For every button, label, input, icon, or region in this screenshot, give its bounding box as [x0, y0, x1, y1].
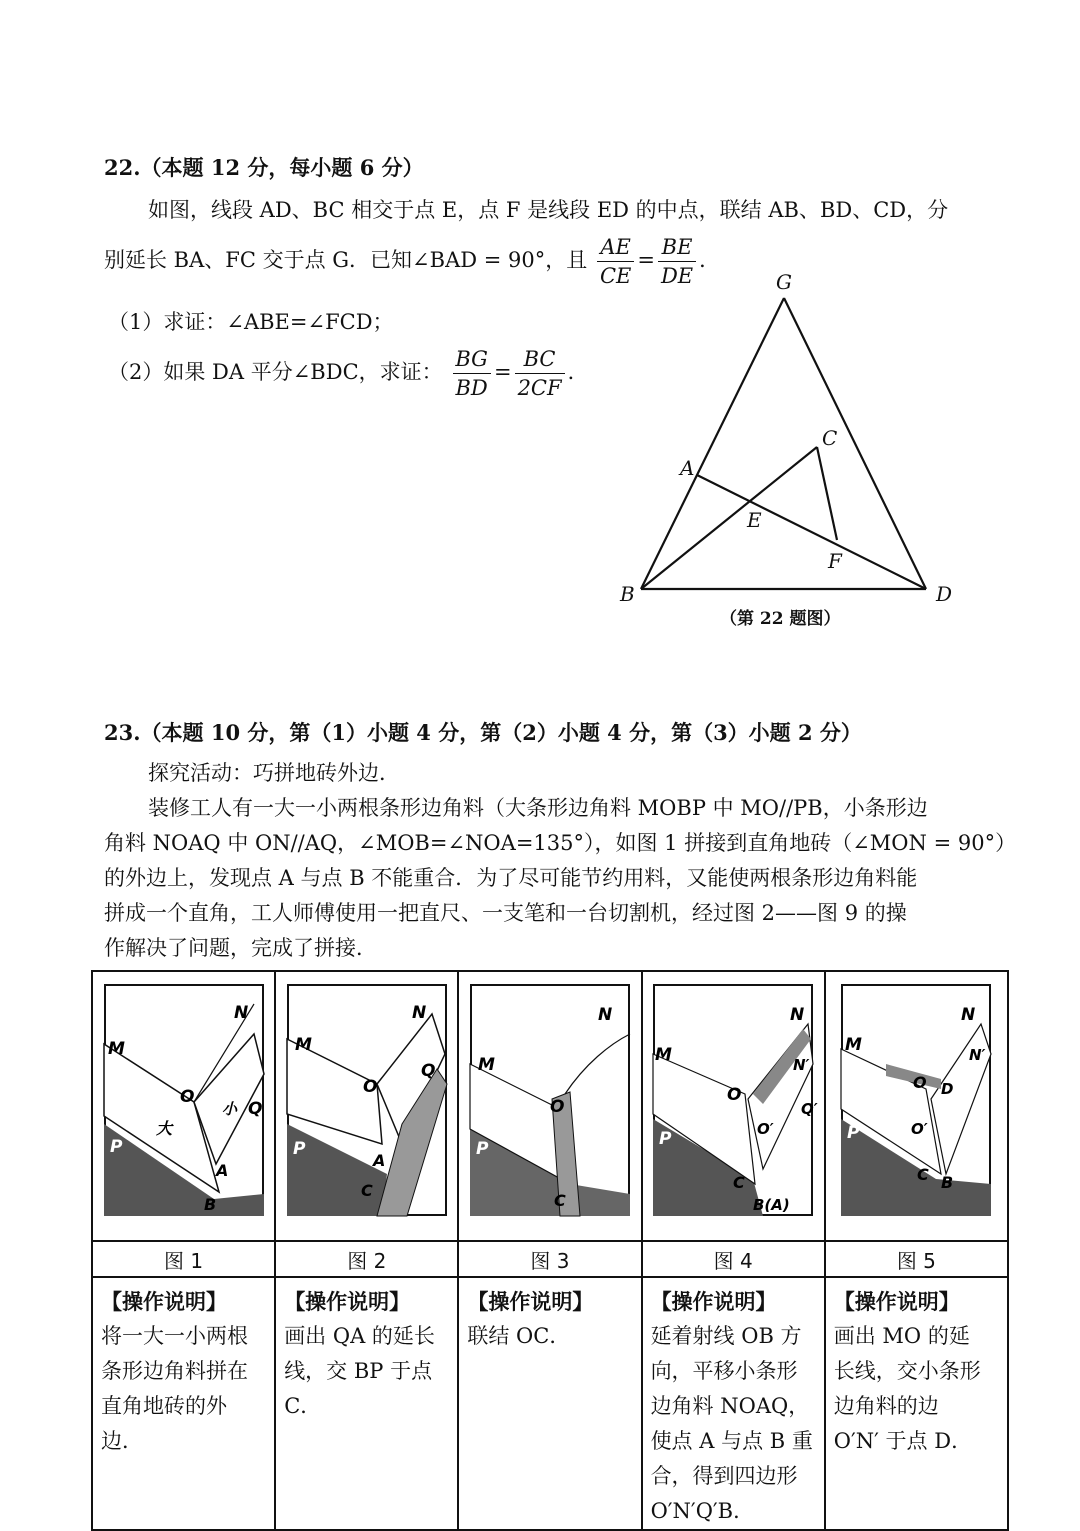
q23-para-line4: 拼成一个直角，工人师傅使用一把直尺、一支笔和一台切割机，经过图 2——图 9 的操: [104, 901, 907, 925]
fig3-mark-m: M: [477, 1055, 495, 1075]
point-label-a: A: [680, 456, 695, 480]
fig5-mark-n: N: [961, 1005, 976, 1025]
instruction-line: 联结 OC．: [467, 1324, 571, 1348]
instruction-line: O′N′ 于点 D．: [833, 1429, 973, 1453]
fig2-mark-q: Q: [420, 1061, 436, 1081]
fig3-mark-o: O: [549, 1097, 565, 1117]
instruction-heading: 【操作说明】: [284, 1289, 411, 1314]
fig4-mark-n-prime: N′: [793, 1056, 810, 1074]
point-label-f: F: [828, 549, 842, 573]
point-label-d: D: [936, 582, 953, 606]
figure-2-photo: [287, 984, 447, 1216]
figure-4-instructions: [642, 1277, 825, 1530]
q22-header: 22.（本题 12 分，每小题 6 分）: [104, 155, 424, 180]
line-gd: [784, 298, 926, 589]
figure-1-cell: [92, 971, 275, 1241]
instruction-heading: 【操作说明】: [467, 1289, 594, 1314]
figure-1-label: 图 1: [92, 1241, 275, 1277]
fig2-mark-n: N: [411, 1003, 427, 1023]
instruction-line: 使点 A 与点 B 重: [650, 1429, 813, 1453]
fig3-mark-n: N: [597, 1005, 613, 1025]
figure-1-instructions: [92, 1277, 275, 1530]
fig2-mark-m: M: [294, 1035, 312, 1055]
point-label-e: E: [747, 508, 762, 532]
fig4-mark-q-prime: Q′: [801, 1100, 818, 1118]
fig4-mark-o: O: [727, 1085, 742, 1105]
point-label-b: B: [620, 582, 635, 606]
q22-part1: （1）求证：∠ABE=∠FCD；: [108, 310, 394, 334]
figure-2-label: 图 2: [275, 1241, 458, 1277]
instruction-line: O′N′Q′B．: [650, 1499, 755, 1523]
figure-3-cell: [458, 971, 641, 1241]
fig5-mark-d: D: [941, 1080, 954, 1098]
fig1-mark-p: P: [109, 1137, 123, 1157]
figure-2-cell: [275, 971, 458, 1241]
fig5-mark-p: P: [847, 1123, 860, 1143]
fig4-mark-m: M: [655, 1045, 673, 1065]
figure-5-instructions: [825, 1277, 1008, 1530]
fig2-mark-o: O: [362, 1077, 378, 1097]
fig4-mark-p: P: [659, 1129, 672, 1149]
instruction-line: C．: [284, 1394, 322, 1418]
instruction-line: 线，交 BP 于点: [284, 1359, 433, 1383]
fraction-be-de: $\frac{BE}{DE}$: [658, 233, 696, 290]
figure-5-photo: [841, 984, 991, 1216]
q23-para-line1: 装修工人有一大一小两根条形边角料（大条形边角料 MOBP 中 MO//PB，小条形边: [148, 796, 928, 820]
figure-4-cell: [642, 971, 825, 1241]
instruction-line: 向，平移小条形: [650, 1359, 798, 1383]
q23-header: 23.（本题 10 分，第（1）小题 4 分，第（2）小题 4 分，第（3）小题 2 分）: [104, 720, 862, 745]
fig4-mark-n: N: [790, 1005, 805, 1025]
fig1-mark-n: N: [233, 1003, 248, 1023]
fig4-mark-c: C: [733, 1173, 745, 1192]
q23-para-line3: 的外边上，发现点 A 与点 B 不能重合．为了尽可能节约用料，又能使两根条形边角料能: [104, 866, 918, 890]
fig3-mark-c: C: [553, 1191, 566, 1210]
figure-4-photo: [653, 984, 818, 1216]
fig1-mark-a: A: [215, 1161, 228, 1180]
instruction-line: 画出 MO 的延: [833, 1324, 970, 1348]
q22-line2: 别延长 BA、FC 交于点 G．已知∠BAD = 90°，且 $\frac{AE}{CE}$ = $\frac{BE}{DE}$ ．: [104, 235, 721, 288]
instruction-line: 合，得到四边形: [650, 1464, 798, 1488]
instruction-line: 画出 QA 的延长: [284, 1324, 435, 1348]
line-cf: [817, 447, 837, 540]
fig4-mark-o-prime: O′: [757, 1120, 774, 1138]
point-label-g: G: [776, 270, 792, 294]
q22-part2: （2）如果 DA 平分∠BDC，求证： $\frac{BG}{BD}$ = $\frac{BC}{2CF}$ ．: [108, 347, 589, 400]
fig5-mark-b: B: [941, 1173, 954, 1192]
fig1-mark-o: O: [179, 1087, 195, 1107]
fig3-mark-p: P: [475, 1139, 489, 1159]
fig2-mark-c: C: [360, 1181, 373, 1200]
q23-activity: 探究活动：巧拼地砖外边．: [148, 761, 400, 785]
instruction-heading: 【操作说明】: [833, 1289, 960, 1314]
fig5-mark-o-prime: O′: [911, 1120, 929, 1138]
figure-1-photo: [104, 984, 264, 1216]
figure-5-cell: [825, 971, 1008, 1241]
fig1-mark-big: 大: [155, 1119, 172, 1138]
figure-2-instructions: [275, 1277, 458, 1530]
instruction-line: 边．: [101, 1429, 143, 1453]
figure-3-instructions: [458, 1277, 641, 1530]
instruction-heading: 【操作说明】: [101, 1289, 227, 1314]
line-bc: [641, 447, 817, 589]
instruction-line: 长线，交小条形: [833, 1359, 981, 1383]
q22-geometry-figure: [600, 265, 980, 635]
fig2-mark-p: P: [292, 1139, 306, 1159]
figure-3-photo: [470, 984, 630, 1216]
q23-para-line5: 作解决了问题，完成了拼接．: [104, 936, 377, 960]
instruction-heading: 【操作说明】: [650, 1289, 777, 1314]
fig5-mark-o: O: [913, 1073, 927, 1092]
instruction-line: 直角地砖的外: [101, 1394, 227, 1418]
point-label-c: C: [822, 426, 838, 450]
instruction-line: 将一大一小两根: [101, 1324, 248, 1348]
figure-5-label: 图 5: [825, 1241, 1008, 1277]
q22-line1: 如图，线段 AD、BC 相交于点 E，点 F 是线段 ED 的中点，联结 AB、BD、CD，分: [148, 198, 949, 222]
instruction-line: 条形边角料拼在: [101, 1359, 248, 1383]
fraction-ae-ce: $\frac{AE}{CE}$: [597, 233, 634, 290]
figure-3-label: 图 3: [458, 1241, 641, 1277]
q23-para-line2: 角料 NOAQ 中 ON//AQ，∠MOB=∠NOA=135°），如图 1 拼接到直角地砖（∠MON = 90°）: [104, 831, 1017, 855]
fig5-mark-c: C: [917, 1165, 930, 1184]
instruction-line: 延着射线 OB 方: [650, 1324, 802, 1348]
instruction-line: 边角料的边: [833, 1394, 939, 1418]
fraction-bc-2cf: $\frac{BC}{2CF}$: [515, 345, 565, 402]
line-gb: [641, 298, 784, 589]
q22-figure-caption: （第 22 题图）: [720, 609, 841, 629]
fig5-mark-m: M: [845, 1035, 863, 1055]
fig4-mark-b-a: B(A): [753, 1196, 790, 1214]
fraction-bg-bd: $\frac{BG}{BD}$: [452, 345, 491, 402]
fig1-mark-m: M: [107, 1039, 125, 1059]
fig5-mark-n-prime: N′: [969, 1046, 986, 1064]
fig1-mark-small: 小: [221, 1100, 237, 1118]
fig1-mark-q: Q: [247, 1099, 263, 1119]
figure-4-label: 图 4: [642, 1241, 825, 1277]
instruction-line: 边角料 NOAQ，: [650, 1394, 810, 1418]
operations-table: [91, 970, 1009, 1531]
line-ad: [697, 475, 926, 589]
fig1-mark-b: B: [203, 1195, 216, 1214]
fig2-mark-a: A: [372, 1151, 386, 1170]
